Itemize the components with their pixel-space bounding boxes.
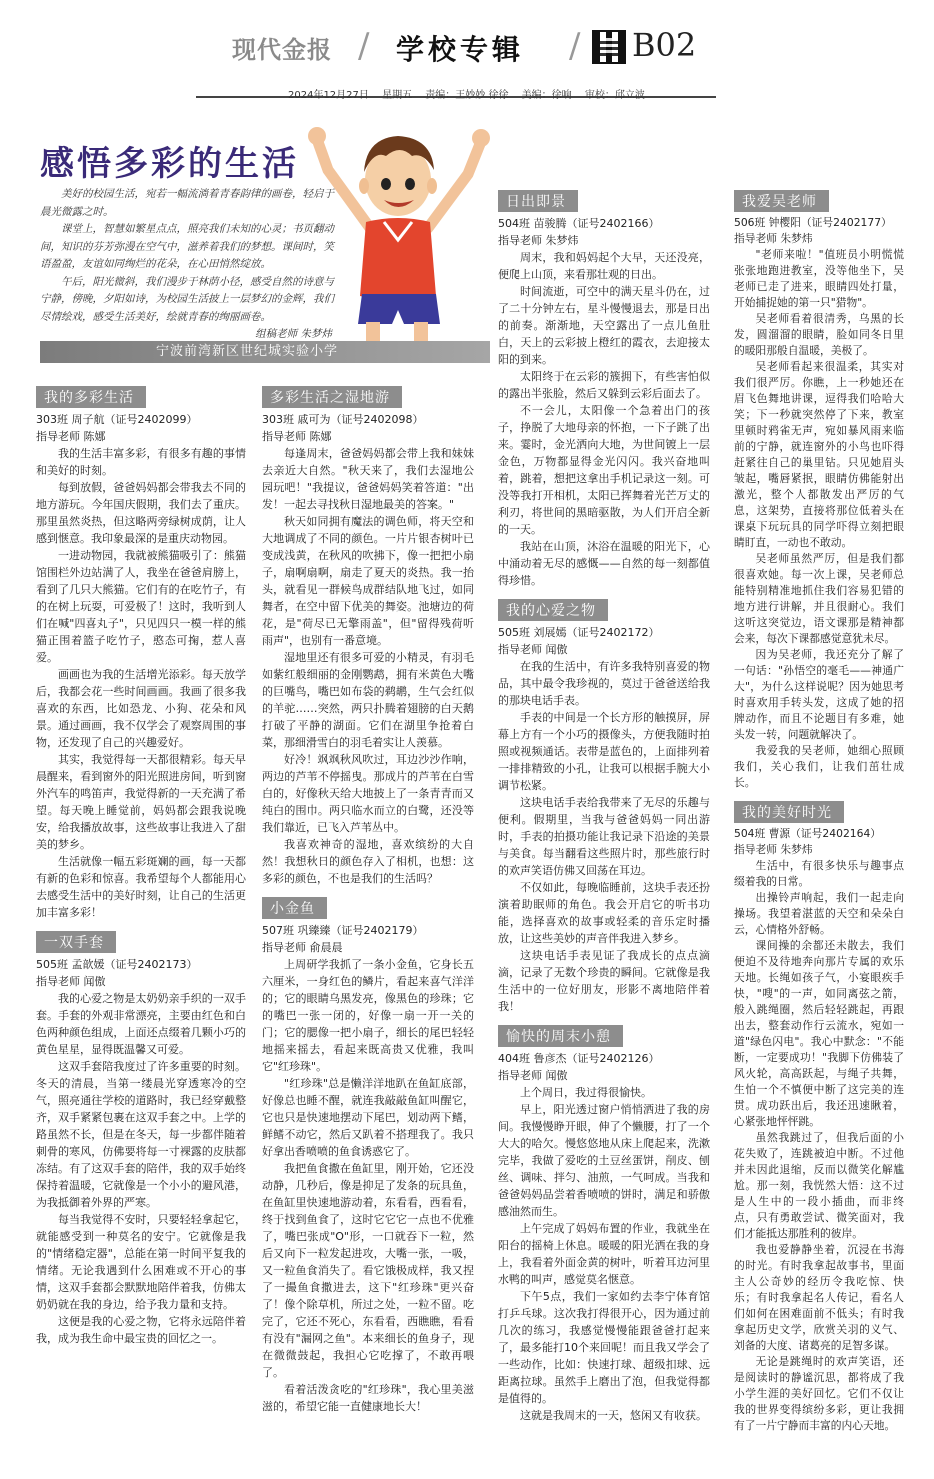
article-my-beloved-thing <box>498 599 710 1015</box>
article-paragraph: 每到放假，爸爸妈妈都会带我去不同的地方游玩。今年国庆假期，我们去了重庆。那里虽然炎热，但这略两旁绿树成荫，让人感到惬意。我印象最深的是重庆动物园。 <box>36 481 246 545</box>
article-teacher: 指导老师 朱梦炜 <box>734 843 813 856</box>
article-title: 小金鱼 <box>262 897 327 919</box>
article-title: 我的多彩生活 <box>36 386 146 408</box>
article-paragraph: 湿地里还有很多可爱的小精灵，有羽毛如紫红般细丽的金刚鹦鹉，拥有米黄色大嘴的巨嘴鸟，嘴巴如布袋的鹈鹕，生气会红似的羊驼……突然，两只扑腾着翅膀的白天鹅打破了平静的湖面。它们在湖里争抢着白菜，那细滑雪白的羽毛着实让人羡慕。 <box>262 651 474 749</box>
issue-weekday: 星期五 <box>382 90 413 101</box>
article-paragraph: 我的心爱之物是太奶奶亲手织的一双手套。手套的外观非常漂亮，主要由红色和白色两种颜色组成，上面还点缀着几颗小巧的黄色星星，显得既温馨又可爱。 <box>36 992 246 1056</box>
article-paragraph: 我也爱静静坐着，沉浸在书海的时光。有时我拿起故事书，里面主人公奇妙的经历令我吃惊、快乐；有时我拿起名人传记，看名人们如何在困难面前不低头；有时我拿起历史文学，欣赏关羽的义气、刘备的大度、诸葛亮的足智多谋。 <box>734 1243 904 1352</box>
article-title: 日出即景 <box>498 190 578 212</box>
newspaper-name: 现代金报 <box>232 35 332 64</box>
feature-intro <box>40 186 340 344</box>
article-paragraph: 我的生活丰富多彩，有很多有趣的事情和美好的时刻。 <box>36 447 246 477</box>
column-1 <box>36 386 246 1357</box>
article-paragraph: 生活就像一幅五彩斑斓的画，每一天都有新的色彩和惊喜。我希望每个人都能用心去感受生活中的美好时刻，让自己的生活更加丰富多彩！ <box>36 855 246 919</box>
article-paragraph: 画画也为我的生活增光添彩。每天放学后，我都会花一些时间画画。我画了很多我喜欢的东西，比如恐龙、小狗、花朵和风景。通过画画，我不仅学会了观察周围的事物，还发现了自己的兴趣爱好。 <box>36 668 246 749</box>
column-4 <box>734 190 904 1444</box>
article-paragraph: "红珍珠"总是懒洋洋地趴在鱼缸底部，好像总也睡不醒，就连我敲敲鱼缸叫醒它，它也只是快速地摆动下尾巴，划动两下鳍，鲜鳍不动它，然后又趴着不搭理我了。我只好拿出香喷喷的鱼食诱惑它了。 <box>262 1077 474 1158</box>
page-number: B02 <box>632 26 697 64</box>
article-paragraph: 这块电话手表见证了我成长的点点滴滴，记录了无数个珍贵的瞬间。它就像是我生活中的一位好朋友，形影不离地陪伴着我！ <box>498 949 710 1013</box>
article-author: 504班 苗骏腾（证号2402166） <box>498 217 660 230</box>
article-title: 我爱吴老师 <box>734 190 829 212</box>
article-paragraph: 好冷！飒飒秋风吹过，耳边沙沙作响，两边的芦苇不停摇曳。那成片的芦苇在白雪白的，好像秋天给大地披上了一条青青而又纯白的围巾。两只临水而立的白鹭，还没等我们靠近，已飞入芦苇丛中。 <box>262 753 474 834</box>
article-paragraph: 生活中，有很多快乐与趣事点缀着我的日常。 <box>734 859 904 888</box>
article-paragraph: 出操铃声响起，我们一起走向操场。我望着湛蓝的天空和朵朵白云，心情格外舒畅。 <box>734 891 904 936</box>
article-paragraph: 我把鱼食撒在鱼缸里，刚开始，它还没动静，几秒后，像是抑足了发条的玩具鱼，在鱼缸里快速地游动着，东看看，西看看，终于找到鱼食了，这时它它它一点也不优雅了，嘴巴张成"O"形，一口就吞下一粒，然后又向下一粒发起进攻，大嘴一张，一吸，又一粒鱼食消失了。看它饿极成样，我又捏了一撮鱼食撒进去，这下"红珍珠"更兴奋了！像个除草机，所过之处，一粒不留。吃完了，它还不死心，东看看，西瞧瞧，看看有没有"漏网之鱼"。本来细长的鱼身子，现在微微鼓起，我担心它吃撑了，不敢再喂了。 <box>262 1162 474 1379</box>
credit-editor: 责编：王妙妙 徐徐 <box>425 90 509 101</box>
intro-signature: 组稿老师 朱梦炜 <box>255 328 332 340</box>
article-teacher: 指导老师 朱梦炜 <box>734 232 813 245</box>
article-author: 506班 钟樱阳（证号2402177） <box>734 216 892 229</box>
article-paragraph: 我爱我的吴老师，她细心照顾我们，关心我们，让我们茁壮成长。 <box>734 744 904 789</box>
article-author: 505班 孟歆媛（证号2402173） <box>36 958 198 971</box>
article-my-good-times <box>734 801 904 1434</box>
article-teacher: 指导老师 俞晨晨 <box>262 941 343 954</box>
article-author: 303班 周子航（证号2402099） <box>36 413 198 426</box>
article-teacher: 指导老师 闻傲 <box>498 643 568 656</box>
article-paragraph: 秋天如同拥有魔法的调色师，将天空和大地调成了不同的颜色。一片片银杏树叶已变成浅黄，在秋风的吹拂下，像一把把小扇子，扇啊扇啊，扇走了夏天的炎热。我一抬头，就看见一群候鸟成群结队地飞过，如同舞者，在空中留下优美的舞姿。池塘边的荷花，是"荷尽已无擎雨盖"，但"留得残荷听雨声"，也别有一番意境。 <box>262 515 474 647</box>
article-little-goldfish <box>262 897 474 1415</box>
article-paragraph: 早上，阳光透过窗户悄悄洒进了我的房间。我慢慢睁开眼，伸了个懒腰，打了一个大大的哈欠。慢悠悠地从床上爬起来，洗漱完毕，我做了爱吃的土豆丝蛋饼，削皮、刨丝、调味、拌匀、油煎，一气呵成。当我和爸爸妈妈品尝着香喷喷的饼时，满足和骄傲感油然而生。 <box>498 1103 710 1218</box>
article-paragraph: 上个周日，我过得很愉快。 <box>520 1086 652 1099</box>
article-paragraph: 一进动物园，我就被熊猫吸引了：熊猫馆围栏外边站满了人，我坐在爸爸肩膀上，看到了几只大熊猫。它们有的在吃竹子，有的在树上玩耍，可爱极了！这时，我听到人们在喊"四喜丸子"，只见四只一模一样的熊猫正围着篮子吃竹子，憨态可掬，惹人喜爱。 <box>36 549 246 664</box>
section-title: 学校专辑 <box>396 33 525 66</box>
article-paragraph: 看着活泼贪吃的"红珍珠"，我心里美滋滋的，希望它能一直健康地长大！ <box>262 1383 474 1413</box>
article-paragraph: 时间流逝，可空中的满天星斗仍在，过了二十分钟左右，星斗慢慢退去，那是日出的前奏。渐渐地，天空露出了一点儿鱼肚白，天上的云彩披上橙红的霞衣，去迎接太阳的到来。 <box>498 285 710 366</box>
column-3 <box>498 190 710 1434</box>
article-pair-of-gloves <box>36 931 246 1347</box>
article-paragraph: 不一会儿，太阳像一个急着出门的孩子，挣脱了大地母亲的怀抱，一下子跳了出来。霎时，金光洒向大地，为世间镀上一层金色，万物都显得金光闪闪。我兴奋地叫着，跳着，想把这拿出手机记录这一刻。可没等我打开相机，太阳已挥舞着光芒万丈的利刃，将世间的黑暗驱散，为人们开启全新的一天。 <box>498 404 710 536</box>
article-teacher: 指导老师 陈娜 <box>36 430 106 443</box>
feature-title: 感悟多彩的生活 <box>40 144 299 184</box>
article-paragraph: 上午完成了妈妈布置的作业，我就坐在阳台的摇椅上休息。暖暖的阳光洒在我的身上，我看着外面金黄的树叶，听着耳边河里水鸭的叫声，感觉莫名惬意。 <box>498 1222 710 1286</box>
article-my-colorful-life <box>36 386 246 921</box>
article-paragraph: "老师来啦！"值班员小明慌慌张张地跑进教室，没等他坐下，吴老师已走了进来，眼睛四处打量，开始捕捉她的第一只"猎物"。 <box>734 248 904 309</box>
article-paragraph: 这双手套陪我度过了许多重要的时刻。冬天的清晨，当第一缕晨光穿透寒冷的空气，照亮通往学校的道路时，我已经穿戴整齐，双手紧紧包裹在这双手套之中。上学的路虽然不长，但是在冬天，每一步都伴随着刺骨的寒风，仿佛要将每一寸裸露的皮肤都冻结。有了这双手套的陪伴，我的双手始终保持着温暖，它就像是一个小小的避风港，为我抵御着外界的严寒。 <box>36 1060 246 1209</box>
article-paragraph: 手表的中间是一个长方形的触摸屏，屏幕上方有一个小巧的摄像头，方便我随时拍照或视频通话。表带是蓝色的，上面排列着一排排精致的小孔，让我可以根据手腕大小调节松紧。 <box>498 711 710 792</box>
article-paragraph: 我喜欢神奇的湿地，喜欢缤纷的大自然！我想秋日的颜色存入了相机，也想：这多彩的颜色，不也是我们的生活吗？ <box>262 838 474 885</box>
article-paragraph: 吴老师虽然严厉，但是我们都很喜欢她。每一次上课，吴老师总能特别精准地抓住我们容易犯错的地方进行讲解，并且很耐心。我们这听这突觉边，语文课那是精神都会来，每次下课都感觉意犹未尽。 <box>734 552 904 645</box>
article-paragraph: 这块电话手表给我带来了无尽的乐趣与便利。假期里，当我与爸爸妈妈一同出游时，手表的拍摄功能让我记录下沿途的美景与美食。每当翻看这些照片时，那些旅行时的欢声笑语仿佛又回荡在耳边。 <box>498 796 710 877</box>
article-title: 愉快的周末小憩 <box>498 1025 623 1047</box>
article-author: 505班 刘展嫣（证号2402172） <box>498 626 660 639</box>
article-paragraph: 无论是跳绳时的欢声笑语，还是阅读时的静谧沉思，都将成了我小学生涯的美好回忆。它们不仅让我的世界变得缤纷多彩，更让我拥有了一片宁静而丰富的内心天地。 <box>734 1355 904 1432</box>
article-paragraph: 上周研学我抓了一条小金鱼，它身长五六厘米，一身红色的鳞片，看起来喜气洋洋的；它的眼睛乌黑发亮，像黑色的珍珠；它的嘴巴一张一闭的，好像一扇一开一关的门；它的腮像一把小扇子，细长的尾巴轻轻地摇来摇去，看起来既高贵又优雅，我叫它"红珍珠"。 <box>262 958 474 1073</box>
article-paragraph: 周末，我和妈妈起个大早，天还没亮，便爬上山顶，来看那壮观的日出。 <box>498 251 710 281</box>
article-paragraph: 我站在山顶，沐浴在温暖的阳光下，心中涌动着无尽的感慨——自然的每一刻都值得珍惜。 <box>498 540 710 587</box>
intro-paragraph: 美好的校园生活，宛若一幅流淌着青春韵律的画卷，轻启于晨光微露之时。 <box>40 188 334 218</box>
credit-proofreader: 审校：邱立波 <box>584 90 645 101</box>
article-paragraph: 每逢周末，爸爸妈妈都会带上我和妹妹去亲近大自然。"秋天来了，我们去湿地公园玩吧！"我提议，爸爸妈妈笑着答道："出发！一起去寻找秋日湿地最美的答案。" <box>262 447 474 511</box>
article-paragraph: 太阳终于在云彩的簇拥下，有些害怕似的露出半张脸，然后又躲到云彩后面去了。 <box>498 370 710 400</box>
article-paragraph: 吴老师看起来很温柔，其实对我们很严厉。你瞧，上一秒她还在眉飞色舞地讲课，逗得我们哈哈大笑；下一秒就突然停了下来，教室里顿时鸦雀无声，宛如暴风雨来临前的宁静，就连窗外的小鸟也吓得赶紧往自己的巢里钻。只见她眉头皱起，嘴唇紧抿，眼睛仿佛能射出激光，整个人都散发出严厉的气息，这架势，直接将那位低着头在课桌下玩玩具的同学吓得立刻把眼睛盯直，一动也不敢动。 <box>734 360 904 549</box>
article-happy-weekend <box>498 1025 710 1424</box>
article-author: 404班 鲁彦杰（证号2402126） <box>498 1052 660 1065</box>
article-i-love-teacher-wu <box>734 190 904 791</box>
article-paragraph: 虽然我跳过了，但我后面的小花失败了，连跳被迫中断。不过他并未因此退缩，反而以微笑化解尴尬。那一刻，我恍然大悟：这不过是人生中的一段小插曲，而非终点，只有勇敢尝试、微笑面对，我们才能抵达那胜利的彼岸。 <box>734 1131 904 1240</box>
article-title: 我的美好时光 <box>734 801 844 823</box>
article-paragraph: 在我的生活中，有许多我特别喜爱的物品，其中最令我珍视的，莫过于爸爸送给我的那块电话手表。 <box>498 660 710 707</box>
intro-paragraph: 课堂上，智慧如繁星点点，照亮我们未知的心灵；书页翻动间，知识的芬芳弥漫在空气中，滋养着我们的梦想。课间时，笑语盈盈，友谊如同绚烂的花朵，在心田悄然绽放。 <box>40 223 334 270</box>
article-teacher: 指导老师 闻傲 <box>36 975 106 988</box>
article-paragraph: 这便是我的心爱之物，它将永远陪伴着我，成为我生命中最宝贵的回忆之一。 <box>36 1315 246 1345</box>
credit-designer: 美编：徐响 <box>521 90 572 101</box>
article-teacher: 指导老师 闻傲 <box>498 1069 568 1082</box>
article-paragraph: 课间操的余都还未散去，我们便迫不及待地奔向那片专属的欢乐天地。长绳如孩子气，小宴眼疾手快，"嗖"的一声，如同离弦之箭，般入跳绳圈，然后轻轻跳起，再跟出去，整套动作行云流水，宛如一道"绿色闪电"。我心中默念："不能断，一定要成功！"我脚下仿佛装了风火轮，高高跃起，与绳子共舞，生怕一个不慎便中断了这完美的连贯。成功跃出后，我还迅速瞅着，心紧张地怦怦跳。 <box>734 939 904 1128</box>
issue-date: 2024年12月27日 <box>288 90 369 101</box>
article-title: 一双手套 <box>36 931 116 953</box>
article-paragraph: 其实，我觉得每一天都很精彩。每天早晨醒来，看到窗外的阳光照进房间，听到窗外汽车的鸣笛声，我觉得新的一天充满了希望。每天晚上睡觉前，妈妈都会跟我说晚安，给我播放故事，这些故事让我进入了甜美的梦乡。 <box>36 753 246 851</box>
article-title: 多彩生活之湿地游 <box>262 386 402 408</box>
article-paragraph: 下午5点，我们一家如约去李宁体育馆打乒乓球。这次我打得很开心，因为通过前几次的练习，我感觉慢慢能跟爸爸打起来了，最多能打10个来回呢！而且我又学会了一些动作，比如：快速打球、超级扣球、远距离拉球。虽然手上磨出了泡，但我觉得都是值得的。 <box>498 1290 710 1405</box>
article-sunrise <box>498 190 710 589</box>
article-author: 504班 曹源（证号2402164） <box>734 827 882 840</box>
masthead <box>196 20 716 76</box>
column-2 <box>262 386 474 1425</box>
article-paragraph: 吴老师看着很清秀，乌黑的长发，圆溜溜的眼睛，脸如同冬日里的暖阳那般自温暖，美极了。 <box>734 312 904 357</box>
article-teacher: 指导老师 朱梦炜 <box>498 234 579 247</box>
article-wetland-trip <box>262 386 474 887</box>
article-paragraph: 不仅如此，每晚临睡前，这块手表还扮演着助眠师的角色。我会开启它的听书功能，选择喜欢的故事或轻柔的音乐定时播放，让这些美妙的声音伴我进入梦乡。 <box>498 881 710 945</box>
article-paragraph: 因为吴老师，我还充分了解了一句话："孙悟空的毫毛——神通广大"，为什么这样说呢？因为她思考时喜欢用手转头发，这成了她的招牌动作，而且不论题目有多难，她头发一转，问题就解决了。 <box>734 648 904 741</box>
article-author: 303班 戚可为（证号2402098） <box>262 413 424 426</box>
qr-code-icon <box>592 30 626 64</box>
credits-line <box>288 86 655 101</box>
school-banner: 宁波前湾新区世纪城实验小学 <box>40 341 490 363</box>
intro-paragraph: 午后，阳光微斜，我们漫步于林荫小径，感受自然的诗意与宁静，傍晚，夕阳如诗，为校园生活披上一层梦幻的金辉，我们尽情绘戏，感受生活美好，绘就青春的绚丽画卷。 <box>40 275 334 323</box>
article-author: 507班 巩臻臻（证号2402179） <box>262 924 424 937</box>
article-title: 我的心爱之物 <box>498 599 608 621</box>
article-paragraph: 这就是我周末的一天，悠闲又有收获。 <box>520 1409 707 1422</box>
masthead-divider: / <box>569 26 581 66</box>
article-teacher: 指导老师 陈娜 <box>262 430 332 443</box>
article-paragraph: 每当我觉得不安时，只要轻轻拿起它，就能感受到一种莫名的安宁。它就像是我的"情绪稳定器"，总能在第一时间平复我的情绪。无论我遇到什么困难或不开心的事情，这双手套都会默默地陪伴着我，仿佛太奶奶就在我的身边，给予我力量和支持。 <box>36 1213 246 1311</box>
masthead-divider: / <box>358 26 370 66</box>
